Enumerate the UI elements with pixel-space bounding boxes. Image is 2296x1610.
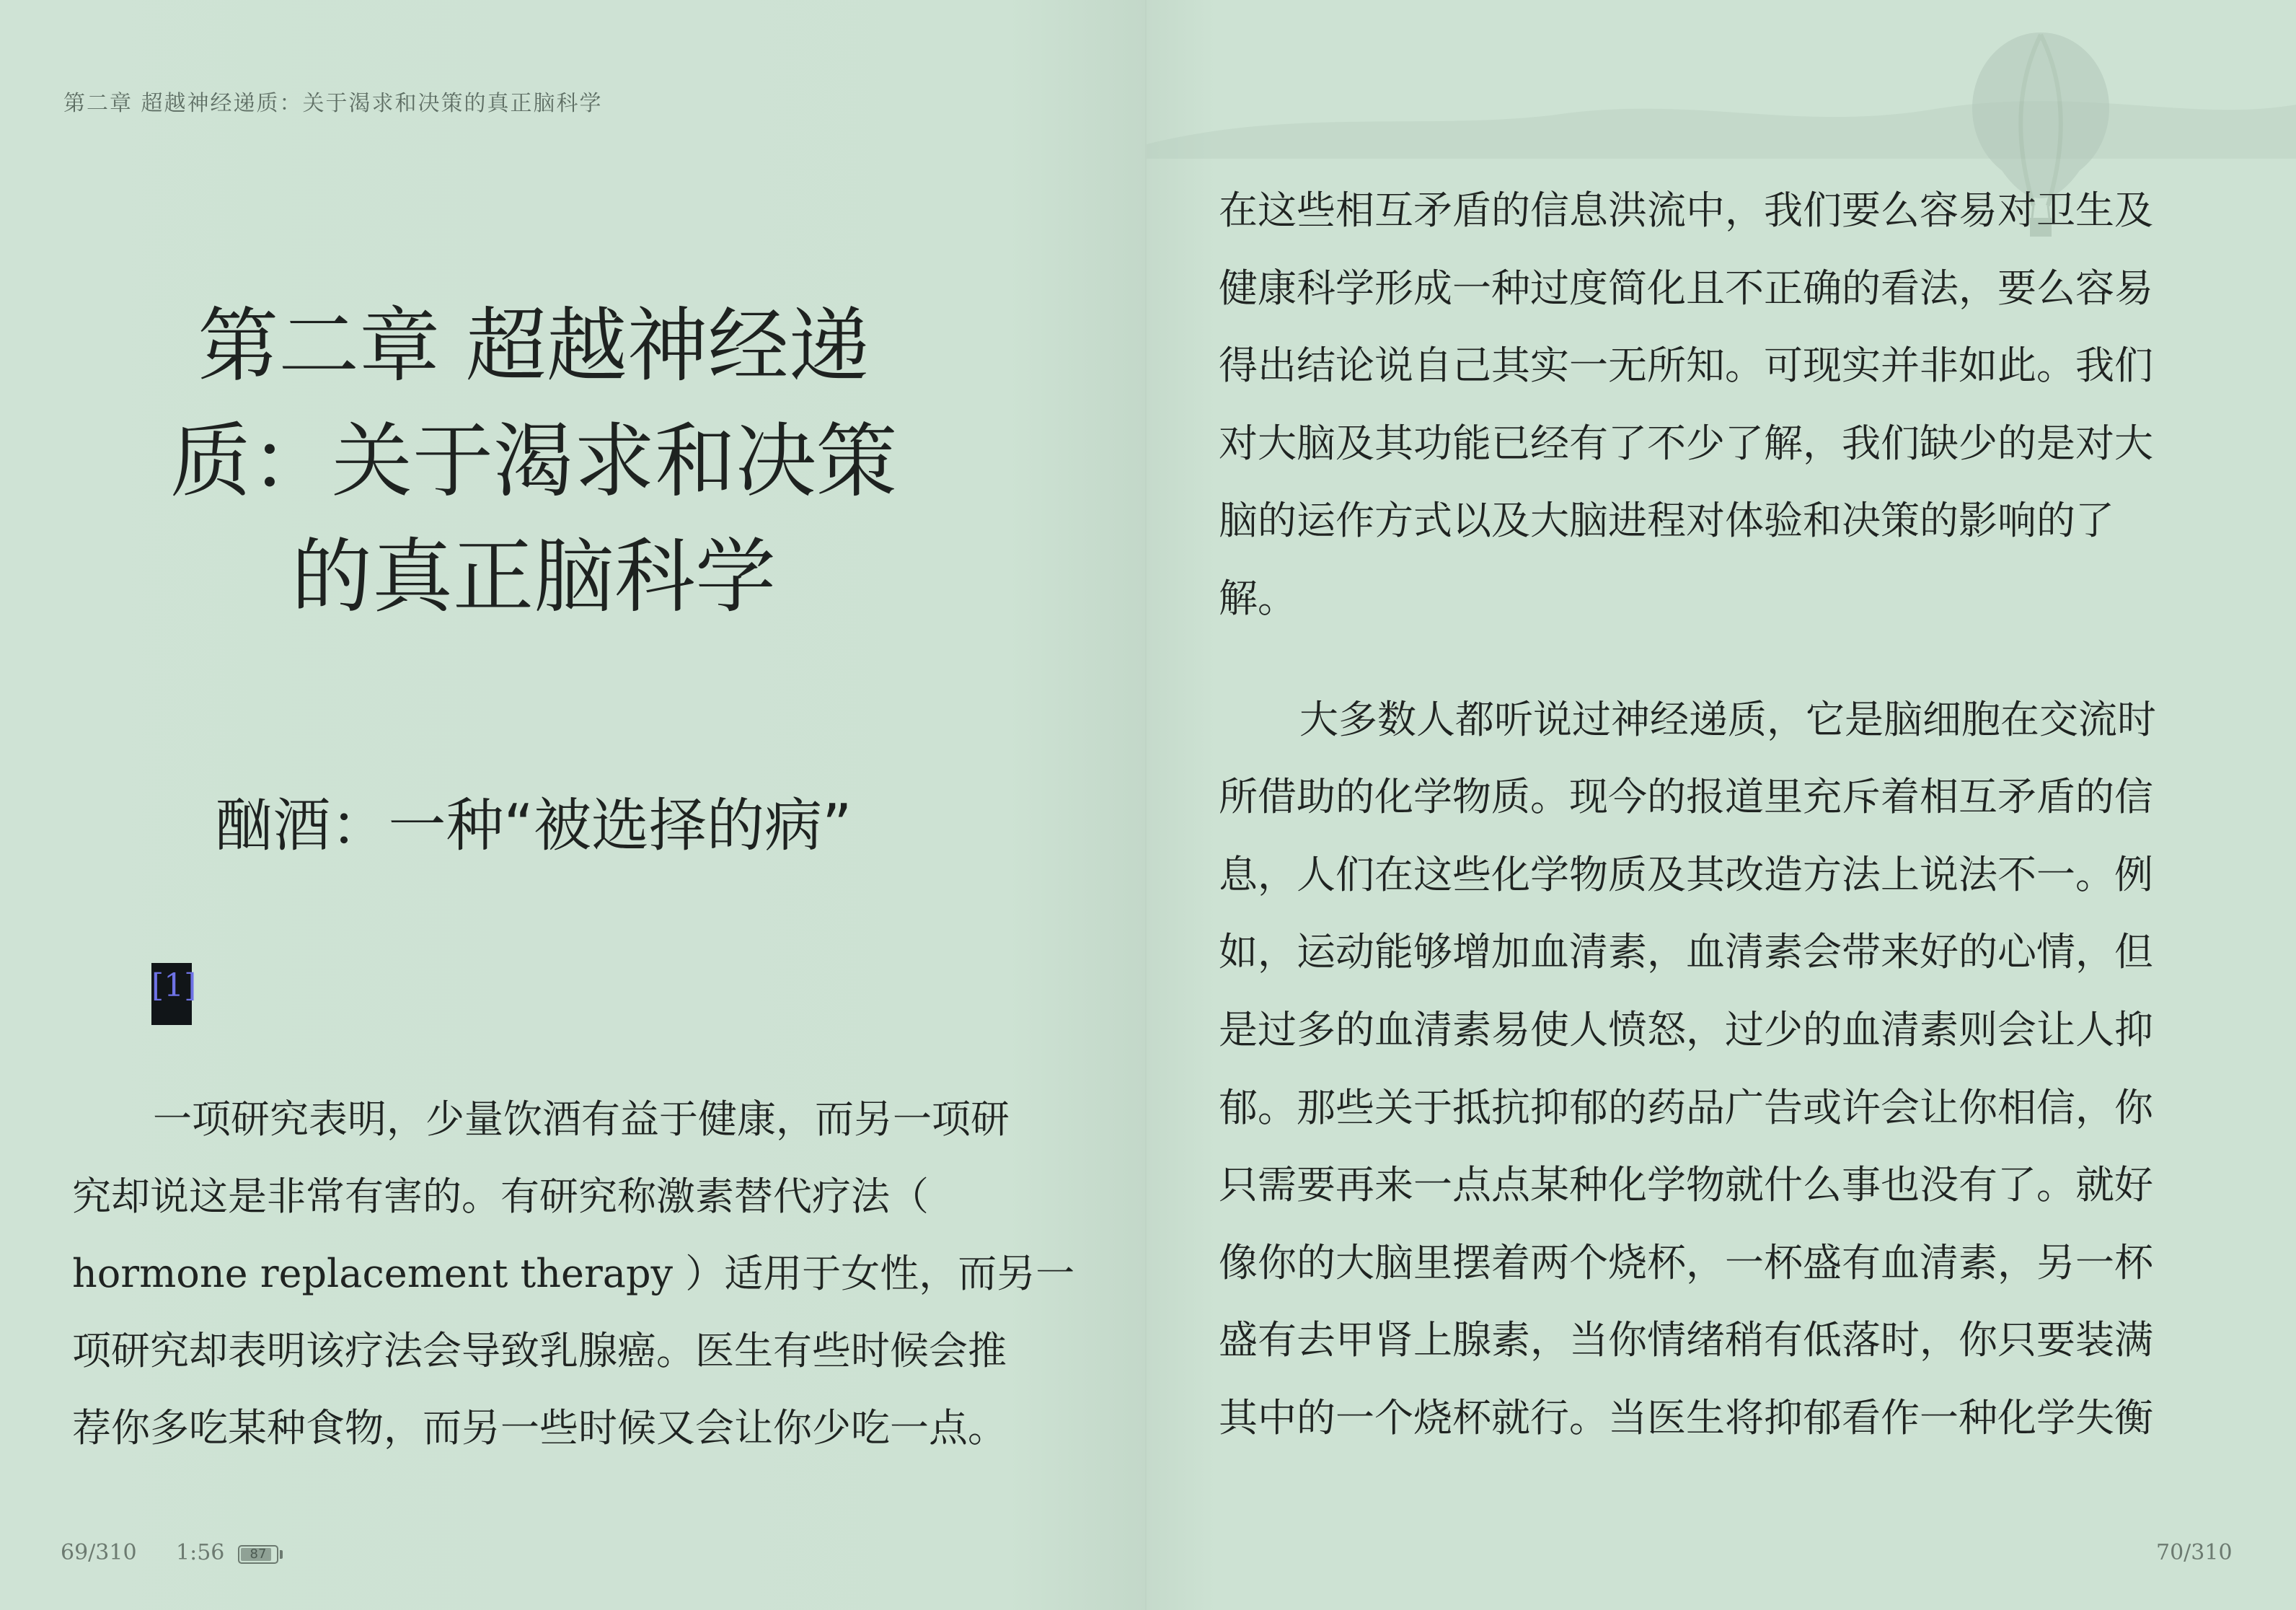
text-line: 大多数人都听说过神经递质，它是脑细胞在交流时 [1299, 696, 2156, 742]
text-line: 所借助的化学物质。现今的报道里充斥着相互矛盾的信 [1219, 774, 2153, 820]
text-line: 究却说这是非常有害的。有研究称激素替代疗法（ [72, 1174, 929, 1219]
text-line: 像你的大脑里摆着两个烧杯，一杯盛有血清素，另一杯 [1219, 1239, 2153, 1285]
battery-percentage: 87 [250, 1547, 267, 1562]
left-body-text [72, 1089, 1075, 1475]
text-line: 郁。那些关于抵抗抑郁的药品广告或许会让你相信，你 [1219, 1084, 2153, 1130]
right-body-text [1219, 180, 2207, 1466]
text-line: 是过多的血清素易使人愤怒，过少的血清素则会让人抑 [1219, 1006, 2153, 1052]
footnote-link[interactable]: [1] [151, 963, 192, 1025]
text-line: 一项研究表明，少量饮酒有益于健康，而另一项研 [153, 1096, 1010, 1142]
left-page[interactable] [0, 0, 1147, 1610]
text-line: 盛有去甲肾上腺素，当你情绪稍有低落时，你只要装满 [1219, 1317, 2153, 1363]
text-line: 息，人们在这些化学物质及其改造方法上说法不一。例 [1219, 851, 2153, 897]
battery-terminal [280, 1550, 283, 1559]
right-page-number: 70/310 [2156, 1540, 2233, 1565]
text-line: 只需要再来一点点某种化学物就什么事也没有了。就好 [1219, 1162, 2153, 1208]
text-line: 其中的一个烧杯就行。当医生将抑郁看作一种化学失衡 [1219, 1394, 2153, 1440]
text-line: 如，运动能够增加血清素，血清素会带来好的心情，但 [1219, 929, 2153, 975]
left-page-number: 69/310 [61, 1540, 137, 1565]
text-line: 解。 [1219, 575, 1297, 621]
chapter-title-line: 第二章 超越神经递 [198, 299, 870, 393]
paragraph-gap [1219, 646, 2207, 690]
text-line: 健康科学形成一种过度简化且不正确的看法，要么容易 [1219, 265, 2153, 311]
section-title: 酗酒：一种“被选择的病” [215, 792, 852, 859]
text-line: 脑的运作方式以及大脑进程对体验和决策的影响的了 [1219, 498, 2114, 544]
text-line: 在这些相互矛盾的信息洪流中，我们要么容易对卫生及 [1219, 188, 2153, 233]
text-line: hormone replacement therapy ）适用于女性，而另一 [72, 1251, 1075, 1296]
chapter-title-line: 的真正脑科学 [291, 530, 776, 624]
clock-time: 1:56 [176, 1540, 225, 1565]
text-line: 项研究却表明该疗法会导致乳腺癌。医生有些时候会推 [72, 1328, 1007, 1373]
chapter-title [108, 289, 959, 635]
text-line: 得出结论说自己其实一无所知。可现实并非如此。我们 [1219, 343, 2153, 389]
chapter-title-line: 质：关于渴求和决策 [170, 415, 897, 509]
background-hills-illustration [1147, 65, 2296, 159]
battery-icon [238, 1545, 278, 1564]
text-line: 对大脑及其功能已经有了不少了解，我们缺少的是对大 [1219, 420, 2153, 466]
text-line: 荐你多吃某种食物，而另一些时候又会让你少吃一点。 [72, 1405, 1007, 1451]
running-header: 第二章 超越神经递质：关于渴求和决策的真正脑科学 [63, 91, 603, 116]
